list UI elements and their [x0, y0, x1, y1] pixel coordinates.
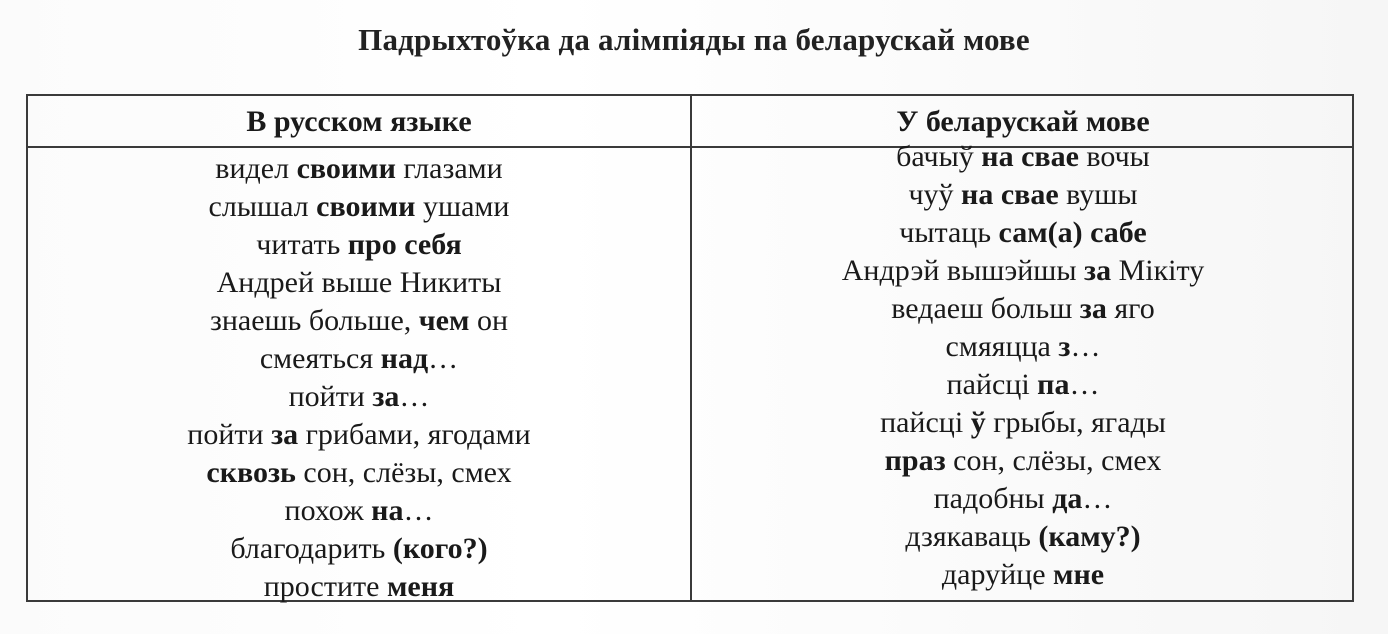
phrase-text: сон, слёзы, смех — [945, 444, 1162, 477]
russian-phrase-row — [28, 340, 690, 378]
belarusian-phrase-row — [692, 442, 1354, 480]
russian-phrase-row — [28, 302, 690, 340]
phrase-text: Андрей выше Никиты — [216, 266, 502, 299]
phrase-text: ведаеш больш — [891, 292, 1080, 325]
bold-phrase: про себя — [347, 228, 462, 261]
phrase-text: Андрэй вышэйшы — [841, 254, 1085, 287]
belarusian-phrase-row — [692, 480, 1354, 518]
bold-phrase: праз — [884, 444, 946, 477]
belarusian-phrase-row — [692, 328, 1354, 366]
phrase-text: падобны — [933, 482, 1053, 515]
russian-phrase-row — [28, 416, 690, 454]
belarusian-phrase-row — [692, 176, 1354, 214]
bold-phrase: (каму?) — [1038, 520, 1141, 553]
phrase-text: слышал — [208, 190, 317, 223]
phrase-text: … — [399, 380, 430, 413]
phrase-text: яго — [1106, 292, 1155, 325]
phrase-text: пойти — [187, 418, 272, 451]
comparison-table — [26, 94, 1354, 602]
phrase-text: вочы — [1078, 140, 1150, 173]
phrase-text: грыбы, ягады — [985, 406, 1166, 439]
bold-phrase: своими — [296, 152, 396, 185]
phrase-text: глазами — [395, 152, 503, 185]
russian-phrase-row — [28, 226, 690, 264]
bold-phrase: своими — [316, 190, 416, 223]
belarusian-phrase-row — [692, 404, 1354, 442]
bold-phrase: за — [372, 380, 400, 413]
phrase-text: похож — [284, 494, 372, 527]
phrase-text: пойти — [288, 380, 373, 413]
russian-phrase-row — [28, 188, 690, 226]
bold-phrase: за — [1084, 254, 1112, 287]
bold-phrase: на сваe — [981, 140, 1079, 173]
bold-phrase: меня — [386, 570, 455, 603]
phrase-text: благодарить — [230, 532, 393, 565]
bold-phrase: на — [371, 494, 404, 527]
belarusian-column — [692, 96, 1354, 600]
bold-phrase: мне — [1053, 558, 1105, 591]
russian-phrase-row — [28, 530, 690, 568]
bold-phrase: з — [1058, 330, 1071, 363]
belarusian-phrase-row — [692, 366, 1354, 404]
russian-phrase-row — [28, 454, 690, 492]
belarusian-phrase-row — [692, 556, 1354, 594]
belarusian-column-header: У беларускай мове — [896, 105, 1150, 138]
russian-phrase-row — [28, 264, 690, 302]
bold-phrase: на сваe — [961, 178, 1059, 211]
russian-rows — [28, 150, 690, 606]
bold-phrase: да — [1052, 482, 1083, 515]
phrase-text: он — [469, 304, 508, 337]
bold-phrase: над — [380, 342, 429, 375]
phrase-text: чытаць — [899, 216, 999, 249]
phrase-text: бачыў — [896, 140, 982, 173]
phrase-text: … — [1069, 368, 1100, 401]
russian-phrase-row — [28, 150, 690, 188]
bold-phrase: ў — [970, 406, 986, 439]
belarusian-phrase-row — [692, 518, 1354, 556]
phrase-text: смяяцца — [945, 330, 1059, 363]
phrase-text: простите — [263, 570, 387, 603]
belarusian-phrase-row — [692, 138, 1354, 176]
phrase-text: пайсці — [946, 368, 1038, 401]
phrase-text: … — [1070, 330, 1101, 363]
phrase-text: Мікіту — [1111, 254, 1205, 287]
russian-column — [28, 96, 690, 603]
phrase-text: … — [1082, 482, 1113, 515]
belarusian-phrase-row — [692, 252, 1354, 290]
phrase-text: ушами — [415, 190, 510, 223]
phrase-text: пайсці — [880, 406, 971, 439]
phrase-text: видел — [215, 152, 297, 185]
belarusian-phrase-row — [692, 290, 1354, 328]
page-title: Падрыхтоўка да алімпіяды па беларускай мове — [358, 22, 1030, 57]
phrase-text: читать — [256, 228, 348, 261]
bold-phrase: (кого?) — [392, 532, 488, 565]
bold-phrase: за — [1079, 292, 1107, 325]
bold-phrase: за — [271, 418, 299, 451]
russian-column-header: В русском языке — [246, 105, 472, 138]
bold-phrase: па — [1037, 368, 1070, 401]
bold-phrase: сквозь — [206, 456, 296, 489]
phrase-text: даруйце — [941, 558, 1054, 591]
russian-phrase-row — [28, 378, 690, 416]
phrase-text: … — [428, 342, 459, 375]
russian-phrase-row — [28, 568, 690, 606]
phrase-text: чуў — [908, 178, 962, 211]
phrase-text: смеяться — [259, 342, 381, 375]
belarusian-phrase-row — [692, 214, 1354, 252]
bold-phrase: чем — [418, 304, 470, 337]
belarusian-rows — [692, 138, 1354, 594]
phrase-text: … — [403, 494, 434, 527]
phrase-text: вушы — [1058, 178, 1138, 211]
phrase-text: сон, слёзы, смех — [295, 456, 512, 489]
russian-phrase-row — [28, 492, 690, 530]
phrase-text: дзякаваць — [905, 520, 1039, 553]
bold-phrase: сам(а) сабе — [998, 216, 1147, 249]
phrase-text: знаешь больше, — [210, 304, 419, 337]
phrase-text: грибами, ягодами — [298, 418, 531, 451]
